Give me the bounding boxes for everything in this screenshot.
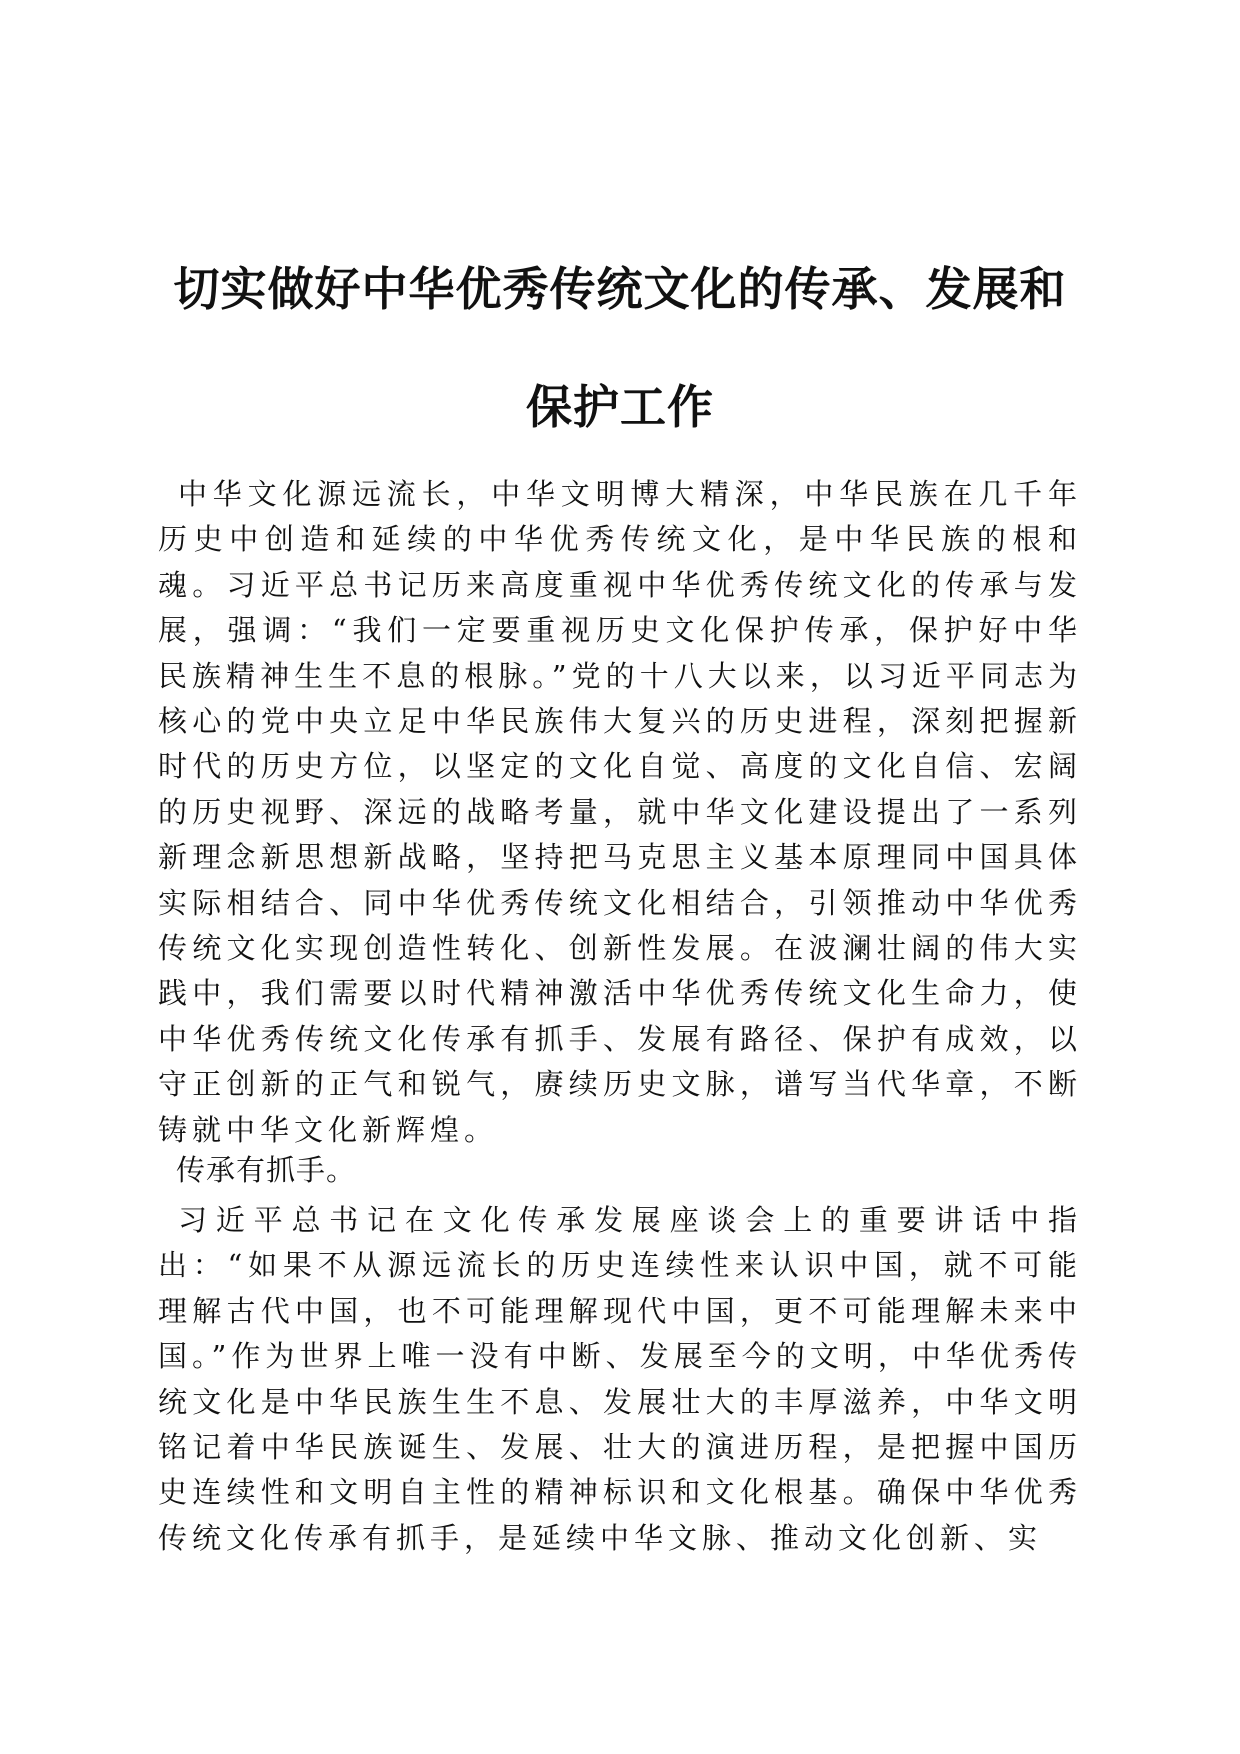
intro-paragraph: 中华文化源远流长，中华文明博大精深，中华民族在几千年历史中创造和延续的中华优秀传统文化，是中华民族的根和魂。习近平总书记历来高度重视中华优秀传统文化的传承与发展，强调：“我们一定要重视历史文化保护传承，保护好中华民族精神生生不息的根脉。”党的十八大以来，以习近平同志为核心的党中央立足中华民族伟大复兴的历史进程，深刻把握新时代的历史方位，以坚定的文化自觉、高度的文化自信、宏阔的历史视野、深远的战略考量，就中华文化建设提出了一系列新理念新思想新战略，坚持把马克思主义基本原理同中国具体实际相结合、同中华优秀传统文化相结合，引领推动中华优秀传统文化实现创造性转化、创新性发展。在波澜壮阔的伟大实践中，我们需要以时代精神激活中华优秀传统文化生命力，使中华优秀传统文化传承有抓手、发展有路径、保护有成效，以守正创新的正气和锐气，赓续历史文脉，谱写当代华章，不断铸就中华文化新辉煌。	[158, 477, 1082, 1147]
title-line-1: 切实做好中华优秀传统文化的传承、发展和	[173, 262, 1067, 316]
section-paragraph: 习近平总书记在文化传承发展座谈会上的重要讲话中指出：“如果不从源远流长的历史连续性来认识中国，就不可能理解古代中国，也不可能理解现代中国，更不可能理解未来中国。”作为世界上唯一没有中断、发展至今的文明，中华优秀传统文化是中华民族生生不息、发展壮大的丰厚滋养，中华文明铭记着中华民族诞生、发展、壮大的演进历程，是把握中国历史连续性和文明自主性的精神标识和文化根基。确保中华优秀传统文化传承有抓手，是延续中华文脉、推动文化创新、实	[158, 1203, 1082, 1555]
title-line-2: 保护工作	[526, 380, 714, 434]
document-title	[140, 230, 1100, 466]
section-heading: 传承有抓手。	[176, 1153, 357, 1187]
